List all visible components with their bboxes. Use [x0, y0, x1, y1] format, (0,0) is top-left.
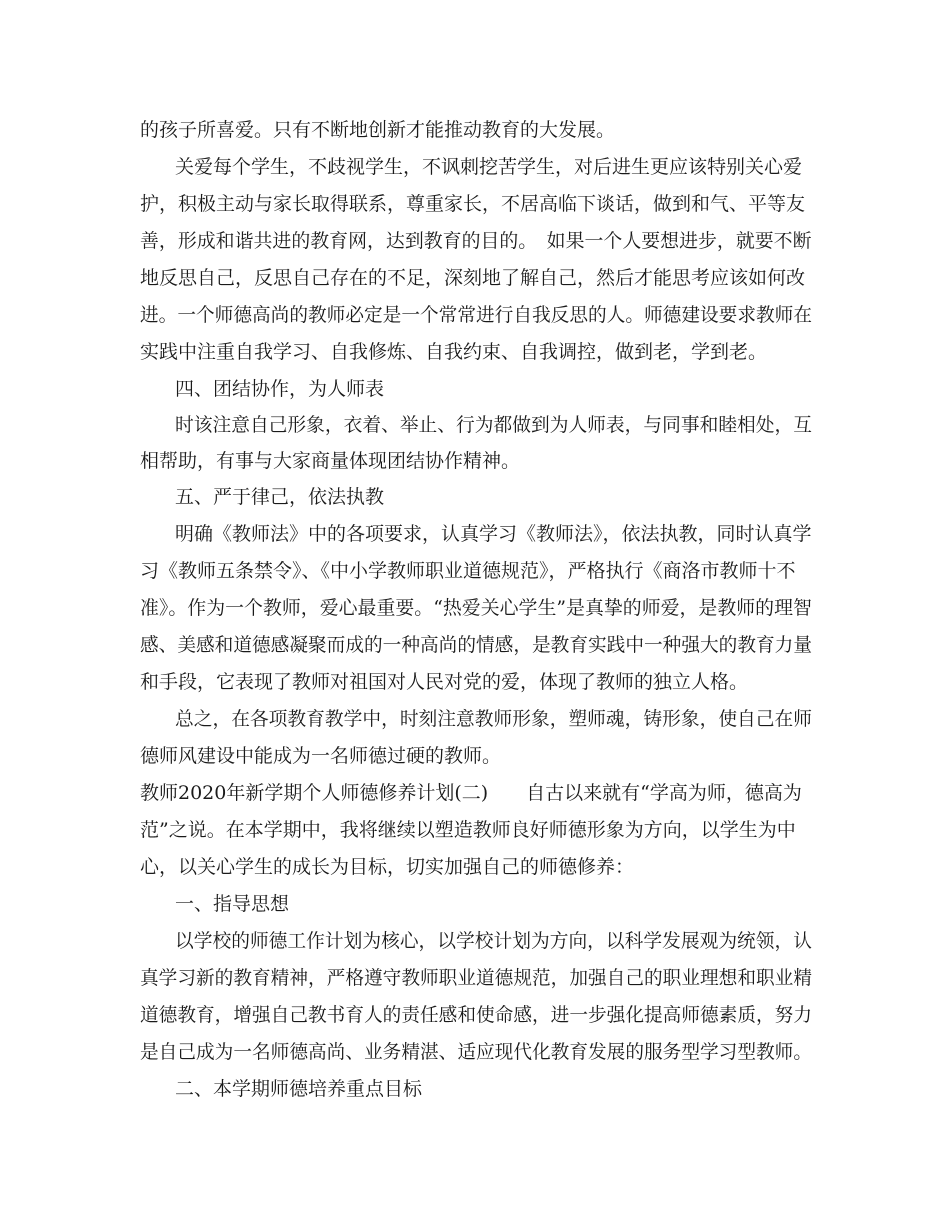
- text-line: 准》。作为一个教师，爱心最重要。“热爱关心学生”是真挚的师爱，是教师的理智: [140, 597, 812, 619]
- text-line: 的孩子所喜爱。只有不断地创新才能推动教育的大发展。: [140, 119, 616, 141]
- section-heading: 一、指导思想: [175, 893, 290, 915]
- document-title-line: 教师2020年新学期个人师德修养计划(二) 自古以来就有“学高为师，德高为: [140, 782, 802, 804]
- text-line: 明确《教师法》中的各项要求，认真学习《教师法》，依法执教，同时认真学: [175, 523, 812, 545]
- text-line: 关爱每个学生，不歧视学生，不讽刺挖苦学生，对后进生更应该特别关心爱: [175, 156, 803, 178]
- text-line: 以学校的师德工作计划为核心，以学校计划为方向，以科学发展观为统领，认: [175, 930, 813, 952]
- text-line: 和手段，它表现了教师对祖国对人民对党的爱，体现了教师的独立人格。: [140, 671, 749, 693]
- text-line: 道德教育，增强自己教书育人的责任感和使命感，进一步强化提高师德素质，努力: [140, 1004, 813, 1026]
- text-line: 进。一个师德高尚的教师必定是一个常常进行自我反思的人。师德建设要求教师在: [140, 304, 813, 326]
- text-line: 德师风建设中能成为一名师德过硬的教师。: [140, 745, 502, 767]
- text-line: 是自己成为一名师德高尚、业务精湛、适应现代化教育发展的服务型学习型教师。: [140, 1041, 813, 1063]
- section-heading: 二、本学期师德培养重点目标: [175, 1078, 423, 1100]
- text-line: 范”之说。在本学期中，我将继续以塑造教师良好师德形象为方向，以学生为中: [140, 819, 796, 841]
- text-line: 地反思自己，反思自己存在的不足，深刻地了解自己，然后才能思考应该如何改: [140, 267, 806, 289]
- text-line: 心，以关心学生的成长为目标，切实加强自己的师德修养：: [140, 856, 635, 878]
- text-line: 总之，在各项教育教学中，时刻注意教师形象，塑师魂，铸形象，使自己在师: [175, 708, 813, 730]
- text-line: 习《教师五条禁令》、《中小学教师职业道德规范》，严格执行《商洛市教师十不: [140, 560, 796, 582]
- text-line: 护，积极主动与家长取得联系，尊重家长，不居高临下谈话，做到和气、平等友: [140, 193, 806, 215]
- text-line: 时该注意自己形象，衣着、举止、行为都做到为人师表，与同事和睦相处，互: [175, 414, 813, 436]
- text-line: 相帮助，有事与大家商量体现团结协作精神。: [140, 450, 521, 472]
- text-line: 真学习新的教育精神，严格遵守教师职业道德规范，加强自己的职业理想和职业精: [140, 967, 813, 989]
- section-heading: 四、团结协作，为人师表: [175, 378, 385, 400]
- section-heading: 五、严于律己，依法执教: [175, 486, 385, 508]
- text-line: 善，形成和谐共进的教育网，达到教育的目的。 如果一个人要想进步，就要不断: [140, 230, 812, 252]
- text-line: 实践中注重自我学习、自我修炼、自我约束、自我调控，做到老，学到老。: [140, 341, 768, 363]
- text-line: 感、美感和道德感凝聚而成的一种高尚的情感，是教育实践中一种强大的教育力量: [140, 634, 813, 656]
